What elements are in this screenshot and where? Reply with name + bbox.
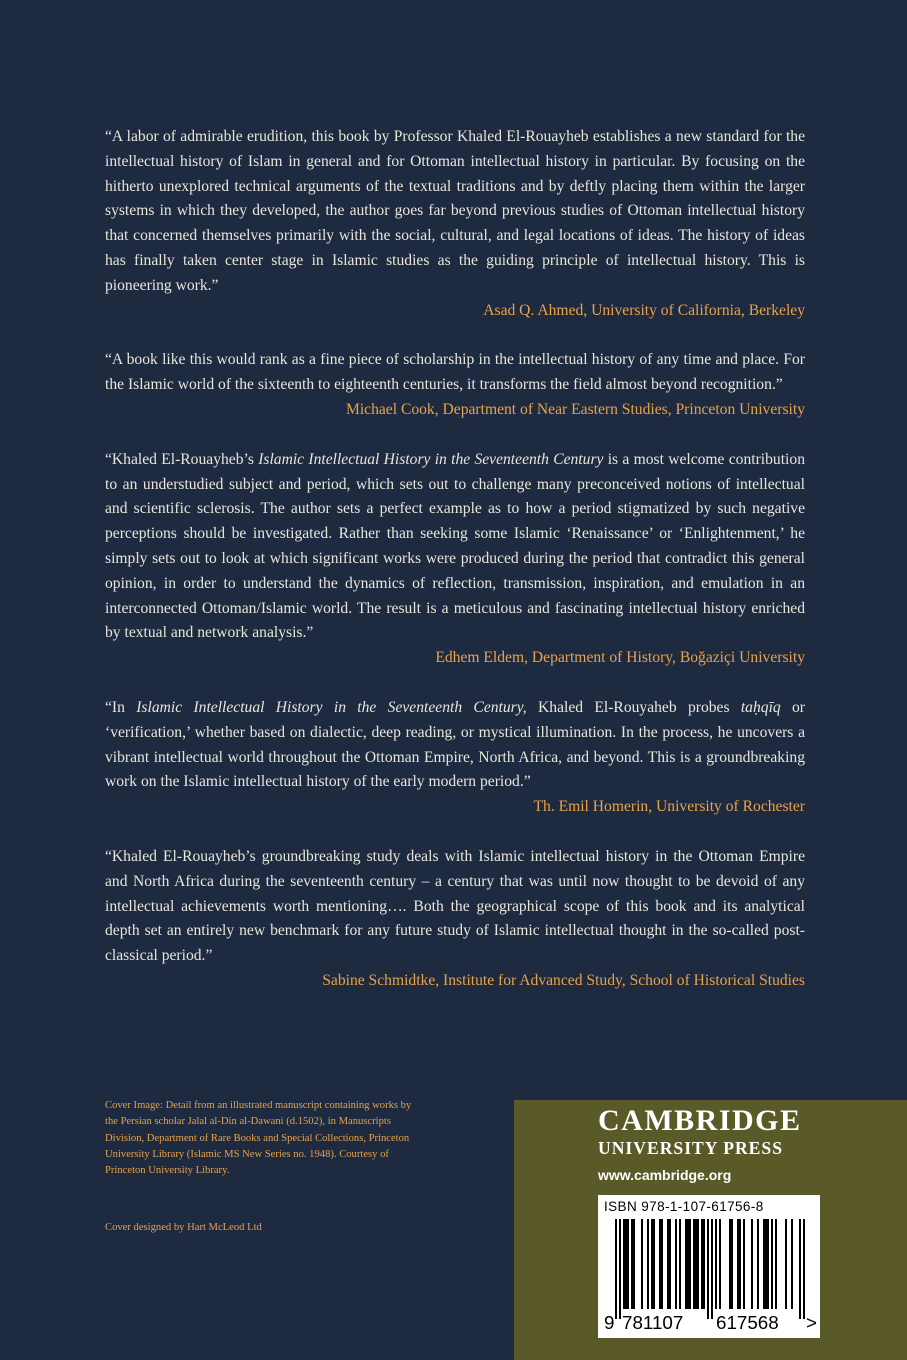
barcode-digit-group2: 617568: [716, 1312, 779, 1333]
cover-image-credit: Cover Image: Detail from an illustrated manuscript containing works by the Persian scholar Jalal al-Din al-Dawani (d.1502), in Manuscripts Division, Department of Rare Books and Special Collections, Princeton University Library (Islamic MS New Series no. 1948). Courtesy of Princeton University Library.: [105, 1100, 412, 1177]
barcode-quiet-mark: >: [806, 1312, 817, 1333]
endorsement-4: [105, 696, 805, 820]
barcode-bar: [641, 1219, 643, 1309]
endorsements: [105, 125, 805, 1019]
barcode-bar: [739, 1219, 741, 1309]
book-title: Islamic Intellectual History in the Seventeenth Century: [258, 450, 604, 468]
endorsement-3-lead: “Khaled El-Rouayheb’s: [105, 450, 259, 468]
barcode-bar: [653, 1219, 655, 1309]
publisher-name-line1: CAMBRIDGE: [598, 1104, 802, 1137]
barcode-bar: [785, 1219, 787, 1309]
barcode-bar: [715, 1219, 717, 1309]
barcode-digit-first: 9: [604, 1312, 615, 1333]
isbn-label: ISBN 978-1-107-61756-8: [604, 1199, 764, 1214]
barcode-bar: [767, 1219, 769, 1309]
barcode-bar: [675, 1219, 677, 1309]
publisher-name-line2: UNIVERSITY PRESS: [598, 1138, 783, 1158]
barcode-bar: [687, 1219, 689, 1309]
barcode-bar: [689, 1219, 691, 1309]
barcode-bar: [615, 1219, 617, 1319]
barcode-bar: [799, 1219, 801, 1319]
endorsement-5-attribution: Sabine Schmidtke, Institute for Advanced Study, School of Historical Studies: [322, 971, 805, 989]
endorsement-4-attribution: Th. Emil Homerin, University of Rochester: [533, 798, 805, 816]
barcode-bar: [647, 1219, 649, 1309]
barcode-bar: [619, 1219, 621, 1319]
barcode-bar: [701, 1219, 703, 1309]
publisher-url: www.cambridge.org: [598, 1167, 732, 1183]
barcode-bar: [627, 1219, 629, 1309]
barcode-bar: [729, 1219, 731, 1309]
barcode-bar: [803, 1219, 805, 1319]
barcode-bar: [623, 1219, 625, 1309]
endorsement-2-body: “A book like this would rank as a fine piece of scholarship in the intellectual history of any time and place. For the Islamic world of the sixteenth to eighteenth centuries, it transforms the field almost beyond recognition.”: [105, 351, 805, 394]
endorsement-3-body: is a most welcome contribution to an understudied subject and period, which sets out to challenge many preconceived notions of intellectual and scientific sclerosis. The author sets a perfect example as to how a period stigmatized by such negative perceptions should be investigated. Rather than seeking some Islamic ‘Renaissance’ or ‘Enlightenment,’ he simply sets out to look at which significant works were produced during the period that contradict this general opinion, in order to understand the dynamics of reflection, transmission, inspiration, and emulation in an interconnected Ottoman/Islamic world. The result is a meticulous and fascinating intellectual history enriched by textual and network analysis.”: [105, 450, 805, 642]
barcode-bar: [707, 1219, 709, 1319]
barcode-bar: [737, 1219, 739, 1309]
barcode-bar: [711, 1219, 713, 1319]
barcode-bar: [775, 1219, 777, 1309]
endorsement-2: [105, 348, 805, 422]
book-title: Islamic Intellectual History in the Seventeenth Century,: [136, 698, 527, 716]
barcode-bar: [731, 1219, 733, 1309]
isbn-barcode: [598, 1195, 820, 1338]
barcode-bar: [765, 1219, 767, 1309]
endorsement-4-text: [105, 696, 805, 795]
endorsement-1: [105, 125, 805, 323]
endorsement-3-text: [105, 448, 805, 646]
endorsement-3: [105, 448, 805, 671]
endorsement-5: [105, 845, 805, 994]
barcode-bar: [669, 1219, 671, 1309]
barcode-bar: [763, 1219, 765, 1309]
barcode-bar: [757, 1219, 759, 1309]
barcode-bar: [625, 1219, 627, 1309]
barcode-digit-group1: 781107: [622, 1312, 684, 1333]
barcode-bar: [651, 1219, 653, 1309]
publisher-logo: [598, 1104, 898, 1158]
barcode-bar: [703, 1219, 705, 1309]
endorsement-1-text: “A labor of admirable erudition, this book by Professor Khaled El-Rouayheb establishes a new standard for the intellectual history of Islam in general and for Ottoman intellectual history in particular. By focusing on the hitherto unexplored technical arguments of the textual traditions and by deftly placing them within the larger systems in which they developed, the author goes far beyond previous studies of Ottoman intellectual history that concerned themselves primarily with the social, cultural, and legal locations of ideas. The history of ideas has finally taken center stage in Islamic studies as the guiding principle of intellectual history. This is pioneering work.”: [105, 128, 805, 294]
cover-designer-credit: Cover designed by Hart McLeod Ltd: [105, 1222, 262, 1233]
endorsement-4-body: or ‘verification,’ whether based on dialectic, deep reading, or mystical illumination. In the process, he uncovers a vibrant intellectual world throughout the Ottoman Empire, North Africa, and beyond. This is a groundbreaking work on the Islamic intellectual history of the early modern period.”: [105, 698, 806, 791]
endorsement-1-attribution: Asad Q. Ahmed, University of California, Berkeley: [483, 301, 805, 319]
barcode-bar: [693, 1219, 695, 1309]
endorsement-4-lead: “In: [105, 698, 137, 716]
barcode-bar: [697, 1219, 699, 1309]
barcode-bar: [791, 1219, 793, 1309]
barcode-bar: [633, 1219, 635, 1309]
endorsement-2-text: [105, 348, 805, 418]
barcode-bar: [771, 1219, 773, 1309]
term: taḥqīq: [740, 698, 781, 716]
barcode-bar: [659, 1219, 661, 1309]
endorsement-2-attribution: Michael Cook, Department of Near Eastern Studies, Princeton University: [345, 400, 805, 418]
endorsement-5-text: “Khaled El-Rouayheb’s groundbreaking study deals with Islamic intellectual history in the Ottoman Empire and North Africa during the seventeenth century – a century that was until now thought to be devoid of any intellectual achievements worth mentioning…. Both the geographical scope of this book and its analytical depth set an entirely new benchmark for any future study of Islamic intellectual thought in the so-called post-classical period.”: [105, 847, 805, 965]
barcode-bar: [719, 1219, 721, 1309]
barcode-bar: [695, 1219, 697, 1309]
endorsement-3-attribution: Edhem Eldem, Department of History, Boğaziçi University: [435, 649, 805, 667]
endorsement-4-mid: Khaled El-Rouyaheb probes: [526, 698, 741, 716]
barcode-bar: [667, 1219, 669, 1309]
barcode-bar: [685, 1219, 687, 1309]
barcode-bar: [743, 1219, 745, 1309]
barcode-bar: [679, 1219, 681, 1309]
publisher-panel: [514, 1100, 907, 1360]
barcode-bar: [661, 1219, 663, 1309]
barcode-bars: [607, 1219, 811, 1319]
barcode-bar: [631, 1219, 633, 1309]
barcode-bar: [751, 1219, 753, 1309]
